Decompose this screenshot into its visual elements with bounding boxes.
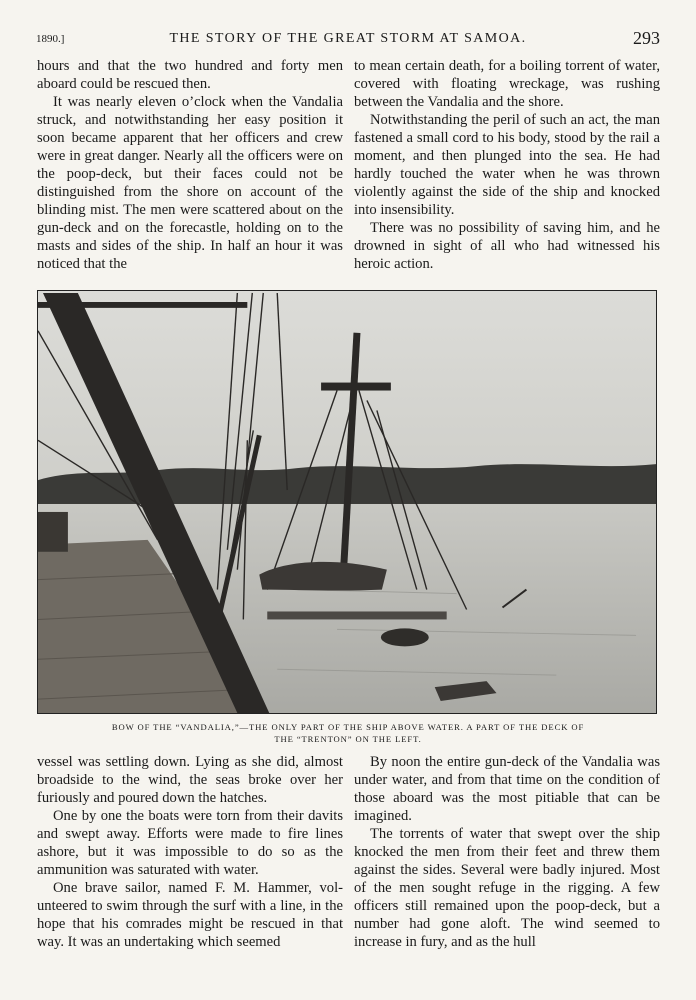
- deck-structure: [38, 512, 68, 552]
- header-title: THE STORY OF THE GREAT STORM AT SAMOA.: [169, 31, 527, 46]
- paragraph: vessel was settling down. Lying as she did, almost broadside to the wind, the seas broke over her furiously and poured down the hatches.: [37, 754, 343, 806]
- vandalia-top: [321, 383, 391, 391]
- column-right-bottom: [354, 753, 660, 951]
- page-number: 293: [633, 28, 660, 48]
- floating-spar: [267, 611, 446, 619]
- running-header: [36, 28, 660, 50]
- photo-caption: [40, 721, 656, 745]
- column-left-bottom: [37, 753, 343, 951]
- paragraph: There was no possibility of saving him, and he drowned in sight of all who had witnessed his heroic action.: [354, 220, 660, 272]
- photo-illustration: [38, 291, 656, 713]
- paragraph: The torrents of water that swept over the ship knocked the men from their feet and threw them against the sides. Several were badly injured. Most of the men sought refuge in the rigging. A few officers still remained upon the poop-deck, but a number had gone aloft. The wind seemed to increase in fury, and as the hull: [354, 826, 660, 950]
- column-right-top: [354, 57, 660, 273]
- header-year: 1890.]: [36, 33, 65, 45]
- paragraph: hours and that the two hundred and forty men aboard could be rescued then.: [37, 58, 343, 92]
- caption-line: BOW OF THE “VANDALIA,”—THE ONLY PART OF THE SHIP ABOVE WATER. A PART OF THE DECK OF: [111, 722, 585, 732]
- paragraph: It was nearly eleven o’clock when the Vandalia struck, and notwithstanding her easy position it soon became apparent that her officers and crew were in great danger. Nearly all the officers were on the poop-deck, but their faces could not be distinguished from the shore on account of the blinding mist. The men were scattered about on the gun-deck and on the forecastle, holding on to the masts and sides of the ship. In half an hour it was noticed that the: [37, 94, 343, 272]
- photograph-vandalia-wreck: [37, 290, 657, 714]
- small-boat: [381, 628, 429, 646]
- paragraph: One brave sailor, named F. M. Hammer, volunteered to swim through the surf with a line, in the hope that his comrades might be rescued in that way. It was an undertaking which seemed: [37, 880, 343, 950]
- caption-line: THE “TRENTON” ON THE LEFT.: [274, 734, 422, 744]
- paragraph: Notwithstanding the peril of such an act, the man fastened a small cord to his body, stood by the rail a moment, and then plunged into the sea. He had hardly touched the water when he was thrown violently against the side of the ship and knocked into insensibility.: [354, 112, 660, 218]
- column-left-top: [37, 57, 343, 273]
- paragraph: One by one the boats were torn from their davits and swept away. Efforts were made to fire lines ashore, but it was impossible to do so as the ammunition was saturated with water.: [37, 808, 343, 878]
- paragraph: to mean certain death, for a boiling torrent of water, covered with floating wreckage, was rushing between the Vandalia and the shore.: [354, 58, 660, 110]
- paragraph: By noon the entire gun-deck of the Vandalia was under water, and from that time on the condition of those aboard was the most pitiable that can be imagined.: [354, 754, 660, 824]
